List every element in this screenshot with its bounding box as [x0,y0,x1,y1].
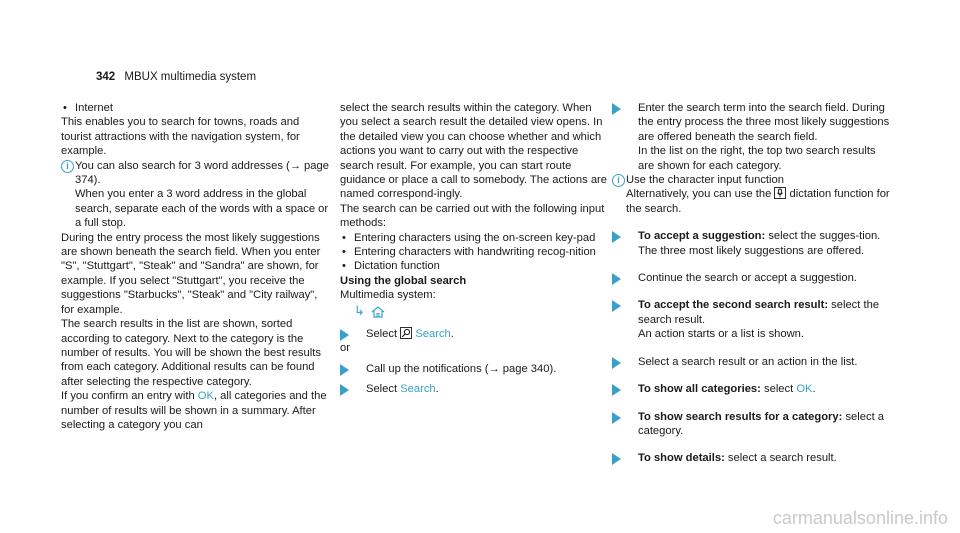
step-label: To accept the second search result: [638,299,829,312]
info-line: Use the character input function [626,174,784,187]
bullet-item [340,245,610,259]
step-arrow-icon [612,357,621,369]
step [612,271,894,285]
step-label: To show search results for a category: [638,410,843,423]
step [340,362,610,376]
bullet-item [61,101,331,115]
bullet-item [340,259,610,273]
bullet-icon: • [342,231,346,244]
column-1 [61,101,331,432]
step [340,327,610,341]
text: Continue the search or accept a suggestion. [638,272,857,285]
text: select a search result. [724,452,837,465]
step-arrow-icon [612,453,621,465]
bullet-text: Dictation function [354,260,440,273]
text: Alternatively, you can use the [626,188,775,201]
paragraph: During the entry process the most likely suggestions are shown beneath the search field. When you enter "S", "Stuttgart", "Steak" and "Sandra" are shown, for example. If you select "Stuttgart", you receive the suggestions "Starbucks", "Steak" and "City railway", for example. [61,231,321,316]
paragraph: The search can be carried out with the following input methods: [340,202,605,230]
paragraph: The search results in the list are shown, sorted according to category. Next to the category is the number of results. You will be shown the best results from each category. Additional results can be found after selecting the respective category. [61,318,321,388]
column-3 [612,101,894,466]
info-line: You can also search for 3 word addresses (→ page 374). [75,159,329,187]
section-heading: Using the global search [340,274,467,287]
step-arrow-icon [612,273,621,285]
step-label: To accept a suggestion: [638,230,766,243]
text: Call up the notifications (→ page 340). [366,362,557,375]
text: select [760,383,797,396]
bullet-text: Internet [75,102,113,114]
text: Select [366,327,401,340]
step [612,451,894,465]
ok-link: OK [796,383,813,396]
step-arrow-icon [612,384,621,396]
text: Select [366,382,401,395]
step-label: To show all categories: [638,383,761,396]
paragraph [61,389,331,432]
step-arrow-icon [340,329,349,341]
info-icon: i [612,174,625,187]
paragraph: select the search results within the category. When you select a search result the detailed view opens. In the detailed view you can choose whether and which actions you want to carry out with the respective search result. For example, you can start route guidance or place a call to somebody. The actions are named correspond-ingly. [340,102,608,201]
page-title: MBUX multimedia system [124,71,257,83]
bullet-text: Entering characters with handwriting recog-nition [354,246,596,259]
text: The three most likely suggestions are offered. [638,244,865,257]
step [612,298,894,341]
paragraph: This enables you to search for towns, roads and tourist attractions with the navigation system, for example. [61,116,300,158]
or-text: or [340,342,350,355]
page-number: 342 [96,71,116,83]
path-arrow-icon: ↳ [354,303,365,319]
text: An action starts or a list is shown. [638,328,805,341]
page-header [96,70,256,84]
bullet-text: Entering characters using the on-screen key-pad [354,231,596,244]
text: select the sugges-tion. [765,230,881,243]
step [612,229,894,258]
search-link: Search [415,327,451,340]
info-icon: i [61,160,74,173]
text: . [435,382,439,395]
text: select the search result. [638,299,880,326]
text: , all categories and the number of results will be shown in a summary. After selecting a category you can [61,390,327,431]
text: Select a search result or an action in the list. [638,355,858,368]
text: In the list on the right, the top two search results are shown for each category. [638,145,876,172]
info-line: When you enter a 3 word address in the global search, separate each of the words with a space or a full stop. [75,188,329,230]
column-2 [340,101,610,396]
step-label: To show details: [638,452,725,465]
text: . [450,327,454,340]
step [612,355,894,369]
bullet-item [340,231,610,245]
microphone-icon [774,187,786,199]
step-arrow-icon [340,364,349,376]
info-note [61,159,331,231]
menu-path [340,303,610,321]
text: . [812,383,816,396]
text: select a category. [638,410,885,437]
bullet-icon: • [63,102,67,114]
step [340,382,610,396]
step-arrow-icon [340,384,349,396]
path-label: Multimedia system: [340,289,436,302]
search-link: Search [400,382,436,395]
info-note [612,173,894,216]
search-icon [400,327,412,339]
bullet-icon: • [342,260,346,273]
step [612,382,894,396]
step [612,101,894,173]
ok-link: OK [197,390,214,403]
text: If you confirm an entry with [61,390,198,403]
watermark: carmanualsonline.info [772,507,948,528]
text: dictation function for the search. [626,188,890,215]
step-arrow-icon [612,103,621,115]
bullet-icon: • [342,246,346,259]
step-arrow-icon [612,412,621,424]
info-line [626,187,894,216]
step-arrow-icon [612,231,621,243]
text: Enter the search term into the search field. During the entry process the three most likely suggestions are offered beneath the search field. [638,102,890,143]
step [612,410,894,439]
home-icon [371,306,385,318]
step-arrow-icon [612,300,621,312]
